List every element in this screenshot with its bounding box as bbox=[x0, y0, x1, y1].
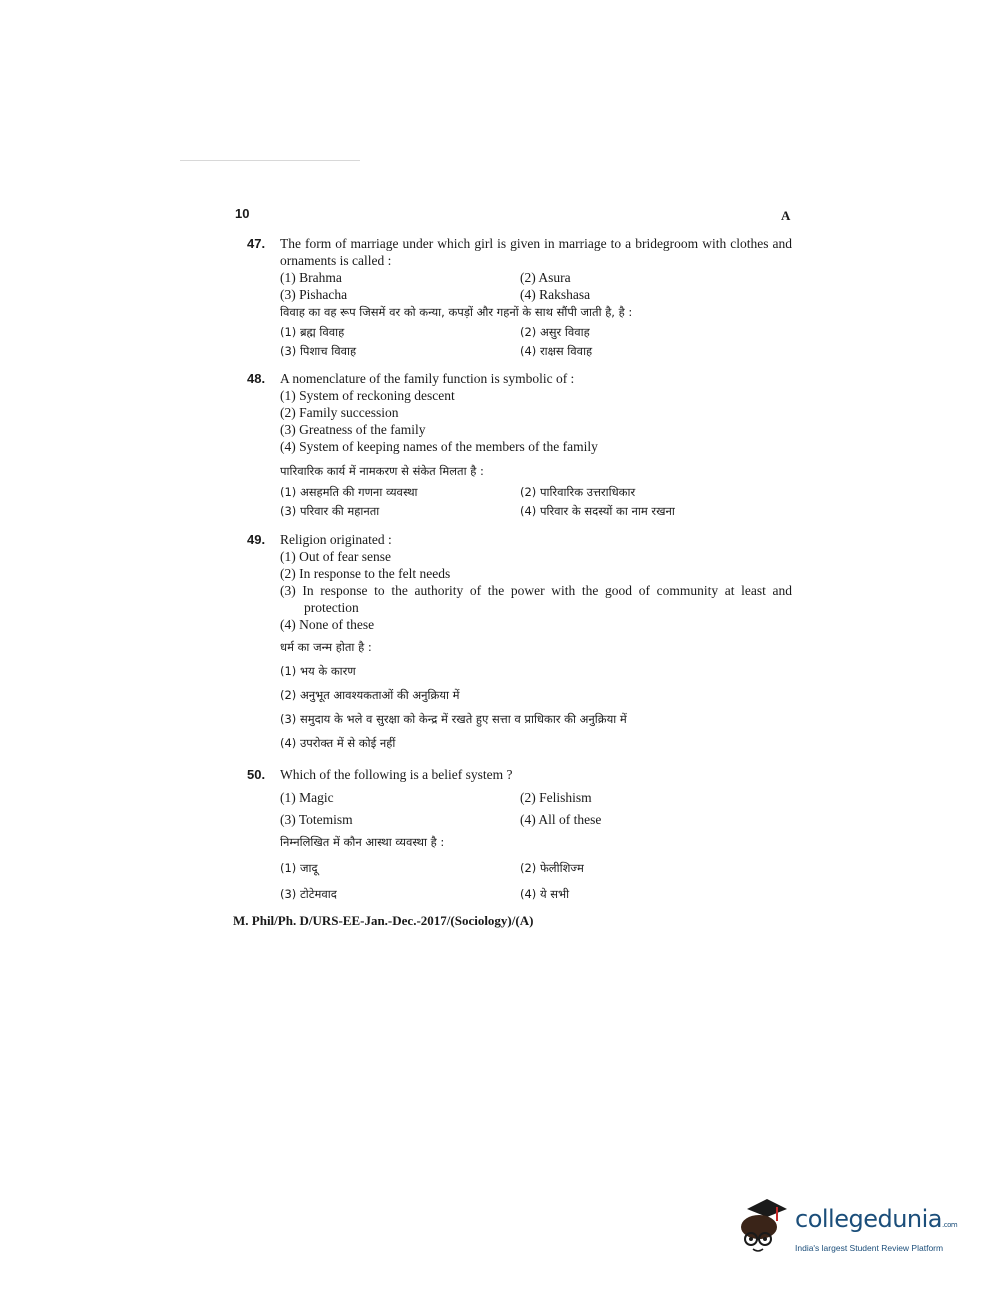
hindi-option: (4) ये सभी bbox=[520, 887, 570, 901]
option: (1) Magic bbox=[280, 790, 334, 805]
question-text: Religion originated : bbox=[280, 532, 392, 547]
option: (4) Rakshasa bbox=[520, 287, 591, 302]
mascot-icon bbox=[733, 1195, 793, 1257]
hindi-option: (1) असहमति की गणना व्यवस्था bbox=[280, 485, 418, 499]
option: (4) System of keeping names of the members of the family bbox=[280, 439, 598, 454]
hindi-question-text: पारिवारिक कार्य में नामकरण से संकेत मिलता है : bbox=[280, 464, 484, 478]
question-47 bbox=[247, 235, 792, 360]
question-number: 49. bbox=[247, 532, 266, 547]
collegedunia-logo bbox=[733, 1195, 963, 1265]
option: (1) Out of fear sense bbox=[280, 549, 391, 564]
question-text: The form of marriage under which girl is given in marriage to a bridegroom with clothes and ornaments is called : bbox=[280, 236, 792, 268]
question-49 bbox=[247, 531, 792, 759]
hindi-question-text: निम्नलिखित में कौन आस्था व्यवस्था है : bbox=[280, 835, 445, 849]
option: (3) Greatness of the family bbox=[280, 422, 426, 437]
option: (3) Pishacha bbox=[280, 287, 348, 302]
option: (3) In response to the authority of the power with the good of community at least and protection bbox=[280, 583, 792, 615]
option: (4) None of these bbox=[280, 617, 375, 632]
question-number: 50. bbox=[247, 767, 266, 782]
set-code: A bbox=[781, 208, 791, 223]
page-number: 10 bbox=[235, 206, 250, 221]
hindi-option: (1) भय के कारण bbox=[280, 664, 356, 678]
option: (4) All of these bbox=[520, 812, 602, 827]
option: (2) Family succession bbox=[280, 405, 399, 420]
option: (2) In response to the felt needs bbox=[280, 566, 451, 581]
divider bbox=[180, 160, 360, 161]
hindi-option: (3) टोटेमवाद bbox=[280, 887, 337, 901]
paper-code: M. Phil/Ph. D/URS-EE-Jan.-Dec.-2017/(Sociology)/(A) bbox=[233, 913, 534, 928]
hindi-question-text: धर्म का जन्म होता है : bbox=[280, 640, 372, 654]
option: (2) Felishism bbox=[520, 790, 592, 805]
hindi-option: (2) अनुभूत आवश्यकताओं की अनुक्रिया में bbox=[280, 688, 460, 702]
hindi-option: (4) राक्षस विवाह bbox=[520, 344, 593, 358]
hindi-option: (4) उपरोक्त में से कोई नहीं bbox=[280, 736, 396, 750]
hindi-option: (3) समुदाय के भले व सुरक्षा को केन्द्र में रखते हुए सत्ता व प्राधिकार की अनुक्रिया में bbox=[280, 712, 627, 726]
hindi-option: (3) पिशाच विवाह bbox=[280, 344, 357, 358]
hindi-option: (1) जादू bbox=[280, 861, 318, 875]
hindi-option: (1) ब्रह्म विवाह bbox=[280, 325, 345, 339]
hindi-option: (2) पारिवारिक उत्तराधिकार bbox=[520, 485, 636, 499]
hindi-option: (2) असुर विवाह bbox=[520, 325, 590, 339]
hindi-option: (4) परिवार के सदस्यों का नाम रखना bbox=[520, 504, 675, 518]
option: (1) Brahma bbox=[280, 270, 342, 285]
question-48 bbox=[247, 370, 792, 520]
logo-wordmark: collegedunia bbox=[795, 1205, 943, 1233]
question-text: Which of the following is a belief system ? bbox=[280, 767, 513, 782]
question-text: A nomenclature of the family function is symbolic of : bbox=[280, 371, 575, 386]
option: (1) System of reckoning descent bbox=[280, 388, 455, 403]
hindi-question-text: विवाह का वह रूप जिसमें वर को कन्या, कपड़ों और गहनों के साथ सौंपी जाती है, है : bbox=[280, 305, 633, 319]
hindi-option: (2) फेलीशिज्म bbox=[520, 861, 584, 875]
question-number: 48. bbox=[247, 371, 266, 386]
logo-tagline: India's largest Student Review Platform bbox=[795, 1243, 944, 1253]
hindi-option: (3) परिवार की महानता bbox=[280, 504, 380, 518]
option: (2) Asura bbox=[520, 270, 571, 285]
question-number: 47. bbox=[247, 236, 266, 251]
logo-suffix: .com bbox=[942, 1221, 958, 1229]
question-50 bbox=[247, 766, 792, 903]
option: (3) Totemism bbox=[280, 812, 353, 827]
